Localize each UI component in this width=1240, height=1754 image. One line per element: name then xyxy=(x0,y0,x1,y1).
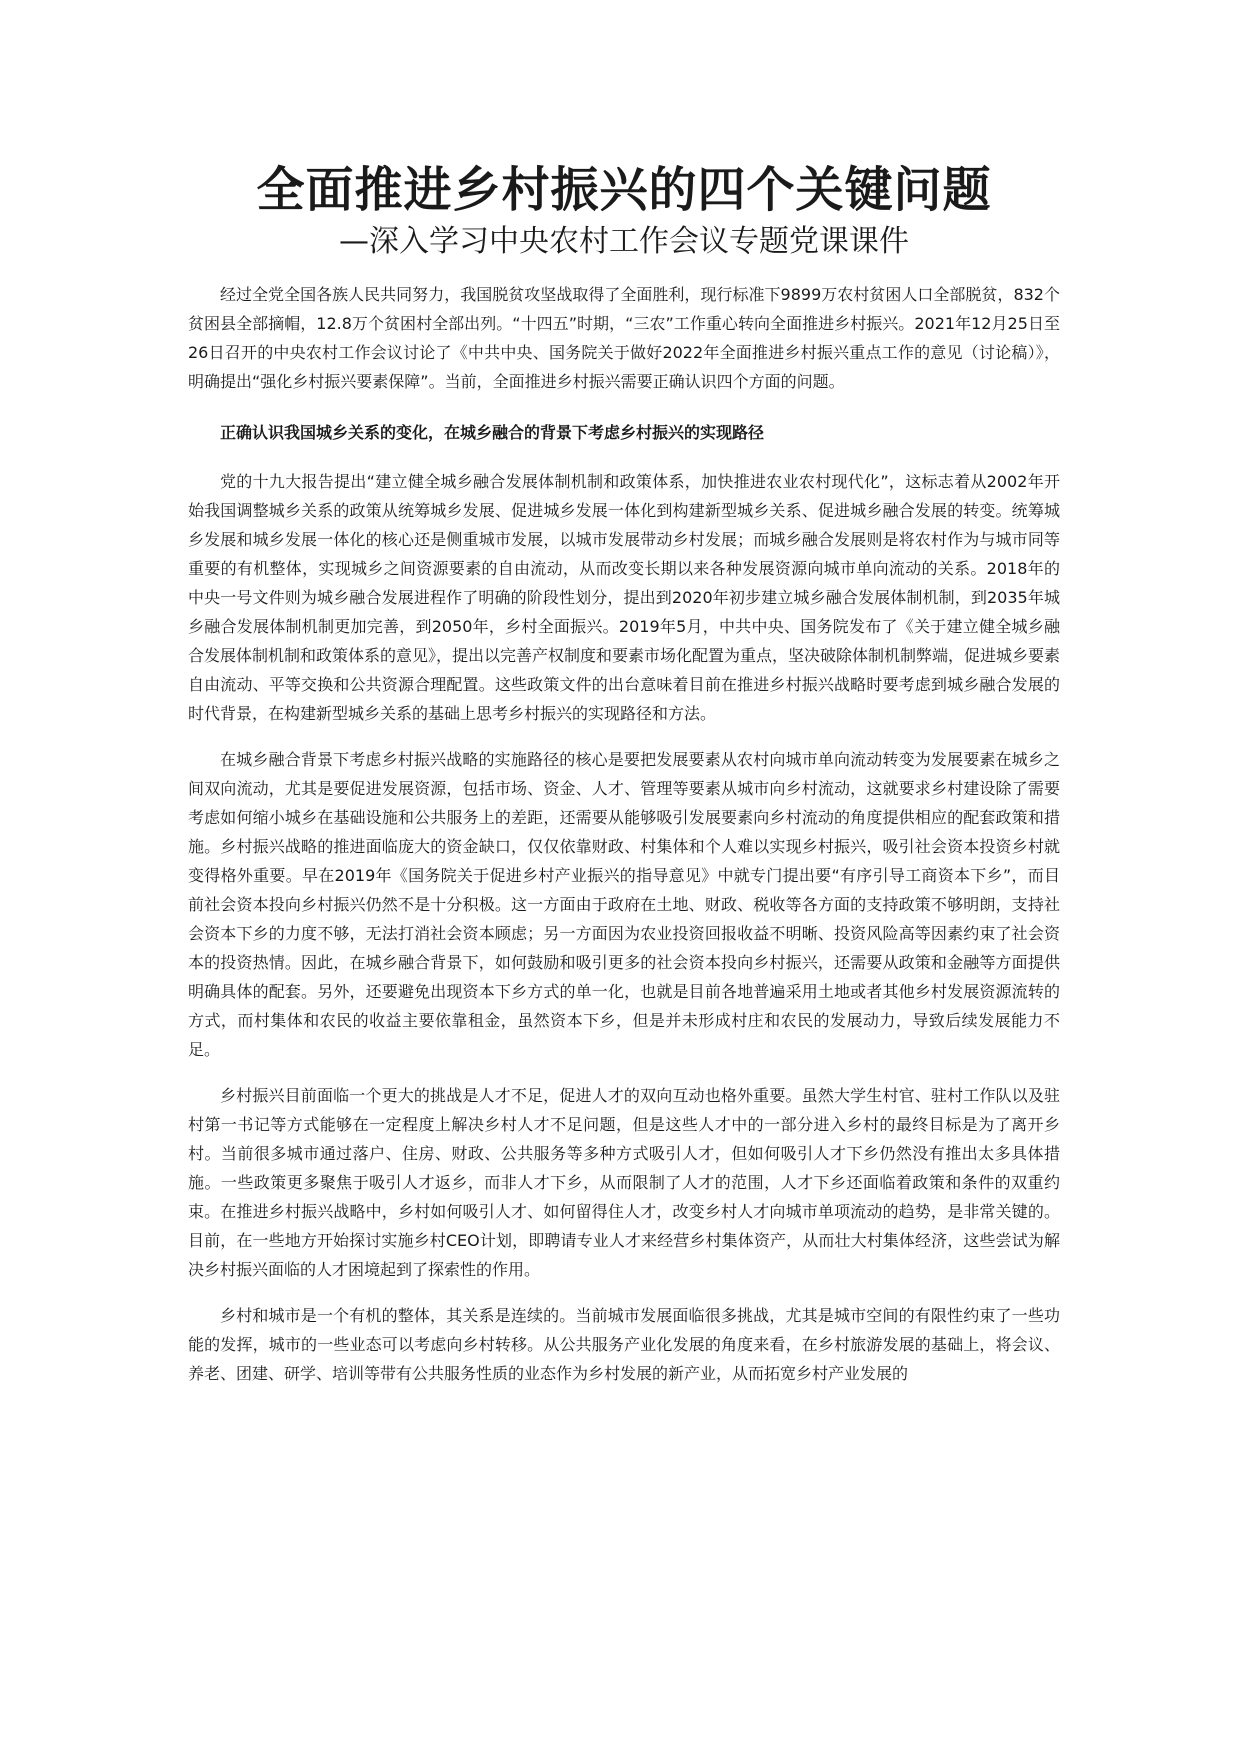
body-paragraph: 党的十九大报告提出“建立健全城乡融合发展体制机制和政策体系，加快推进农业农村现代化”，这标志着从2002年开始我国调整城乡关系的政策从统筹城乡发展、促进城乡发展一体化到构建新型城乡关系、促进城乡融合发展的转变。统筹城乡发展和城乡发展一体化的核心还是侧重城市发展，以城市发展带动乡村发展；而城乡融合发展则是将农村作为与城市同等重要的有机整体，实现城乡之间资源要素的自由流动，从而改变长期以来各种发展资源向城市单向流动的关系。2018年的中央一号文件则为城乡融合发展进程作了明确的阶段性划分，提出到2020年初步建立城乡融合发展体制机制，到2035年城乡融合发展体制机制更加完善，到2050年，乡村全面振兴。2019年5月，中共中央、国务院发布了《关于建立健全城乡融合发展体制机制和政策体系的意见》，提出以完善产权制度和要素市场化配置为重点，坚决破除体制机制弊端，促进城乡要素自由流动、平等交换和公共资源合理配置。这些政策文件的出台意味着目前在推进乡村振兴战略时要考虑到城乡融合发展的时代背景，在构建新型城乡关系的基础上思考乡村振兴的实现路径和方法。 xyxy=(188,472,1061,723)
document-page xyxy=(188,160,1060,1405)
document-subtitle: —深入学习中央农村工作会议专题党课课件 xyxy=(339,224,909,259)
body-paragraph: 乡村振兴目前面临一个更大的挑战是人才不足，促进人才的双向互动也格外重要。虽然大学生村官、驻村工作队以及驻村第一书记等方式能够在一定程度上解决乡村人才不足问题，但是这些人才中的一部分进入乡村的最终目标是为了离开乡村。当前很多城市通过落户、住房、财政、公共服务等多种方式吸引人才，但如何吸引人才下乡仍然没有推出太多具体措施。一些政策更多聚焦于吸引人才返乡，而非人才下乡，从而限制了人才的范围，人才下乡还面临着政策和条件的双重约束。在推进乡村振兴战略中，乡村如何吸引人才、如何留得住人才，改变乡村人才向城市单项流动的趋势，是非常关键的。目前，在一些地方开始探讨实施乡村CEO计划，即聘请专业人才来经营乡村集体资产，从而壮大村集体经济，这些尝试为解决乡村振兴面临的人才困境起到了探索性的作用。 xyxy=(188,1086,1060,1279)
intro-paragraph: 经过全党全国各族人民共同努力，我国脱贫攻坚战取得了全面胜利，现行标准下9899万农村贫困人口全部脱贫，832个贫困县全部摘帽，12.8万个贫困村全部出列。“十四五”时期，“三农”工作重心转向全面推进乡村振兴。2021年12月25日至26日召开的中央农村工作会议讨论了《中共中央、国务院关于做好2022年全面推进乡村振兴重点工作的意见（讨论稿）》，明确提出“强化乡村振兴要素保障”。当前，全面推进乡村振兴需要正确认识四个方面的问题。 xyxy=(188,285,1060,391)
body-paragraph: 乡村和城市是一个有机的整体，其关系是连续的。当前城市发展面临很多挑战，尤其是城市空间的有限性约束了一些功能的发挥，城市的一些业态可以考虑向乡村转移。从公共服务产业化发展的角度来看，在乡村旅游发展的基础上，将会议、养老、团建、研学、培训等带有公共服务性质的业态作为乡村发展的新产业，从而拓宽乡村产业发展的 xyxy=(188,1306,1060,1383)
section-heading: 正确认识我国城乡关系的变化，在城乡融合的背景下考虑乡村振兴的实现路径 xyxy=(220,423,765,442)
document-title: 全面推进乡村振兴的四个关键问题 xyxy=(256,162,992,218)
body-paragraph: 在城乡融合背景下考虑乡村振兴战略的实施路径的核心是要把发展要素从农村向城市单向流动转变为发展要素在城乡之间双向流动，尤其是要促进发展资源，包括市场、资金、人才、管理等要素从城市向乡村流动，这就要求乡村建设除了需要考虑如何缩小城乡在基础设施和公共服务上的差距，还需要从能够吸引发展要素向乡村流动的角度提供相应的配套政策和措施。乡村振兴战略的推进面临庞大的资金缺口，仅仅依靠财政、村集体和个人难以实现乡村振兴，吸引社会资本投资乡村就变得格外重要。早在2019年《国务院关于促进乡村产业振兴的指导意见》中就专门提出要“有序引导工商资本下乡”，而目前社会资本投向乡村振兴仍然不是十分积极。这一方面由于政府在土地、财政、税收等各方面的支持政策不够明朗，支持社会资本下乡的力度不够，无法打消社会资本顾虑；另一方面因为农业投资回报收益不明晰、投资风险高等因素约束了社会资本的投资热情。因此，在城乡融合背景下，如何鼓励和吸引更多的社会资本投向乡村振兴，还需要从政策和金融等方面提供明确具体的配套。另外，还要避免出现资本下乡方式的单一化，也就是目前各地普遍采用土地或者其他乡村发展资源流转的方式，而村集体和农民的收益主要依靠租金，虽然资本下乡，但是并未形成村庄和农民的发展动力，导致后续发展能力不足。 xyxy=(188,750,1060,1059)
